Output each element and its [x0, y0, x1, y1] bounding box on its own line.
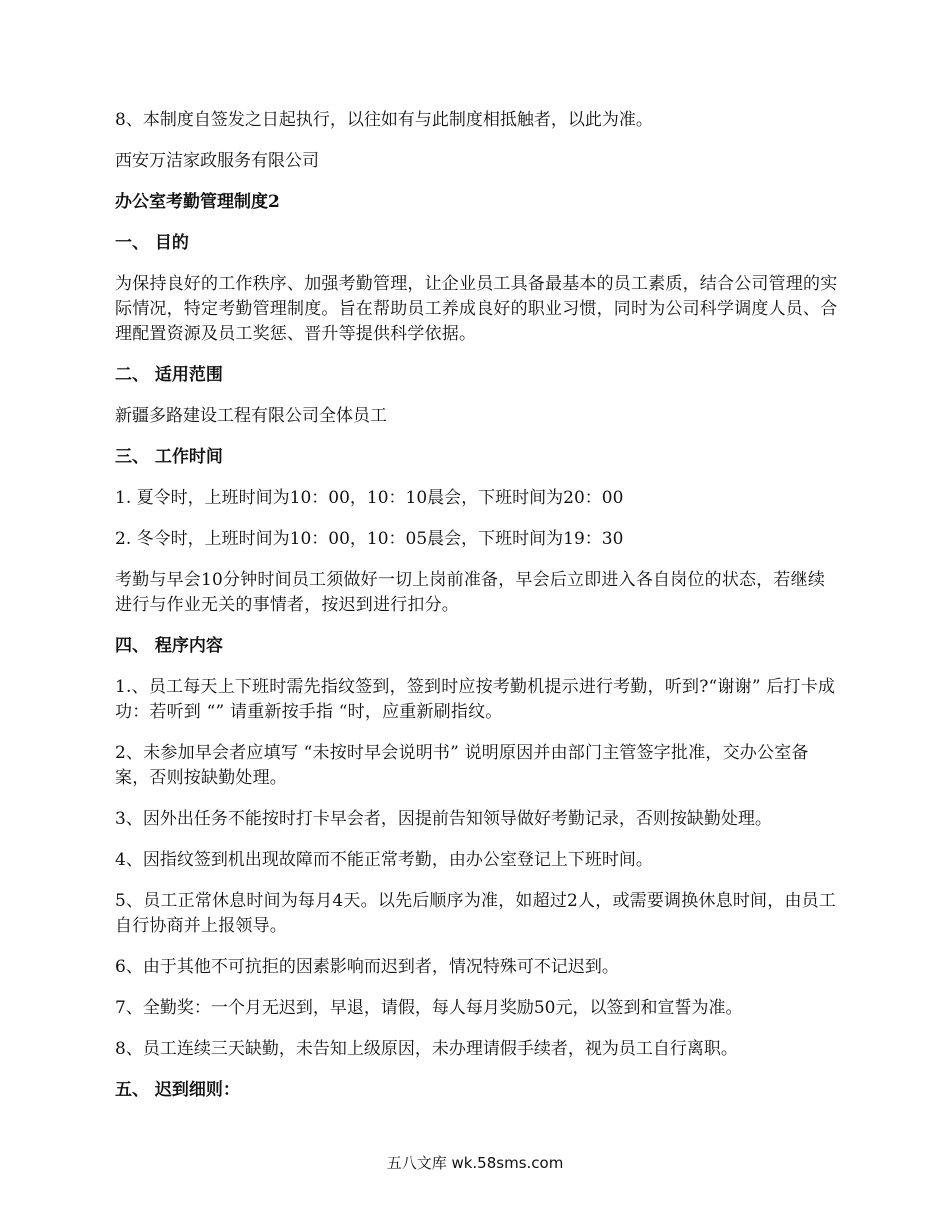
paragraph-procedure-5: 5、员工正常休息时间为每月4天。以先后顺序为准，如超过2人，或需要调换休息时间，由员工自行协商并上报领导。	[115, 891, 837, 936]
paragraph-procedure-6: 6、由于其他不可抗拒的因素影响而迟到者，情况特殊可不记迟到。	[115, 957, 619, 977]
paragraph-procedure-3: 3、因外出任务不能按时打卡早会者，因提前告知领导做好考勤记录，否则按缺勤处理。	[115, 809, 772, 829]
document-body	[115, 108, 840, 1103]
paragraph-scope: 新疆多路建设工程有限公司全体员工	[115, 406, 387, 426]
section-heading-lateness: 五、 迟到细则：	[115, 1080, 240, 1100]
paragraph-procedure-8: 8、员工连续三天缺勤，未告知上级原因，未办理请假手续者，视为员工自行离职。	[115, 1039, 738, 1059]
paragraph-morning-meeting: 考勤与早会10分钟时间员工须做好一切上岗前准备，早会后立即进入各自岗位的状态，若继续进行与作业无关的事情者，按迟到进行扣分。	[115, 570, 826, 615]
paragraph-winter-hours: 2. 冬令时，上班时间为10：00，10：05晨会，下班时间为19：30	[115, 529, 624, 549]
footer-watermark: 五八文库 wk.58sms.com	[386, 1154, 564, 1172]
company-name: 西安万洁家政服务有限公司	[115, 151, 319, 171]
section-heading-hours: 三、 工作时间	[115, 447, 223, 467]
section-heading-purpose: 一、 目的	[115, 233, 189, 253]
document-title: 办公室考勤管理制度2	[115, 192, 280, 212]
paragraph-procedure-1: 1.、员工每天上下班时需先指纹签到，签到时应按考勤机提示进行考勤，听到?“谢谢” 后打卡成功：若听到 “” 请重新按手指 “时，应重新刷指纹。	[115, 677, 836, 722]
paragraph-procedure-7: 7、全勤奖：一个月无迟到，早退，请假，每人每月奖励50元，以签到和宣誓为准。	[115, 998, 743, 1018]
paragraph-procedure-2: 2、未参加早会者应填写 “未按时早会说明书” 说明原因并由部门主管签字批准，交办公室备案，否则按缺勤处理。	[115, 743, 809, 788]
section-heading-scope: 二、 适用范围	[115, 365, 223, 385]
section-heading-procedure: 四、 程序内容	[115, 636, 223, 656]
paragraph-procedure-4: 4、因指纹签到机出现故障而不能正常考勤，由办公室登记上下班时间。	[115, 850, 653, 870]
paragraph-summer-hours: 1. 夏令时，上班时间为10：00，10：10晨会，下班时间为20：00	[115, 488, 624, 508]
paragraph-rule-8: 8、本制度自签发之日起执行，以往如有与此制度相抵触者，以此为准。	[115, 110, 653, 130]
paragraph-purpose: 为保持良好的工作秩序、加强考勤管理，让企业员工具备最基本的员工素质，结合公司管理的实际情况，特定考勤管理制度。旨在帮助员工养成良好的职业习惯，同时为公司科学调度人员、合理配置资源及员工奖惩、晋升等提供科学依据。	[115, 274, 838, 344]
